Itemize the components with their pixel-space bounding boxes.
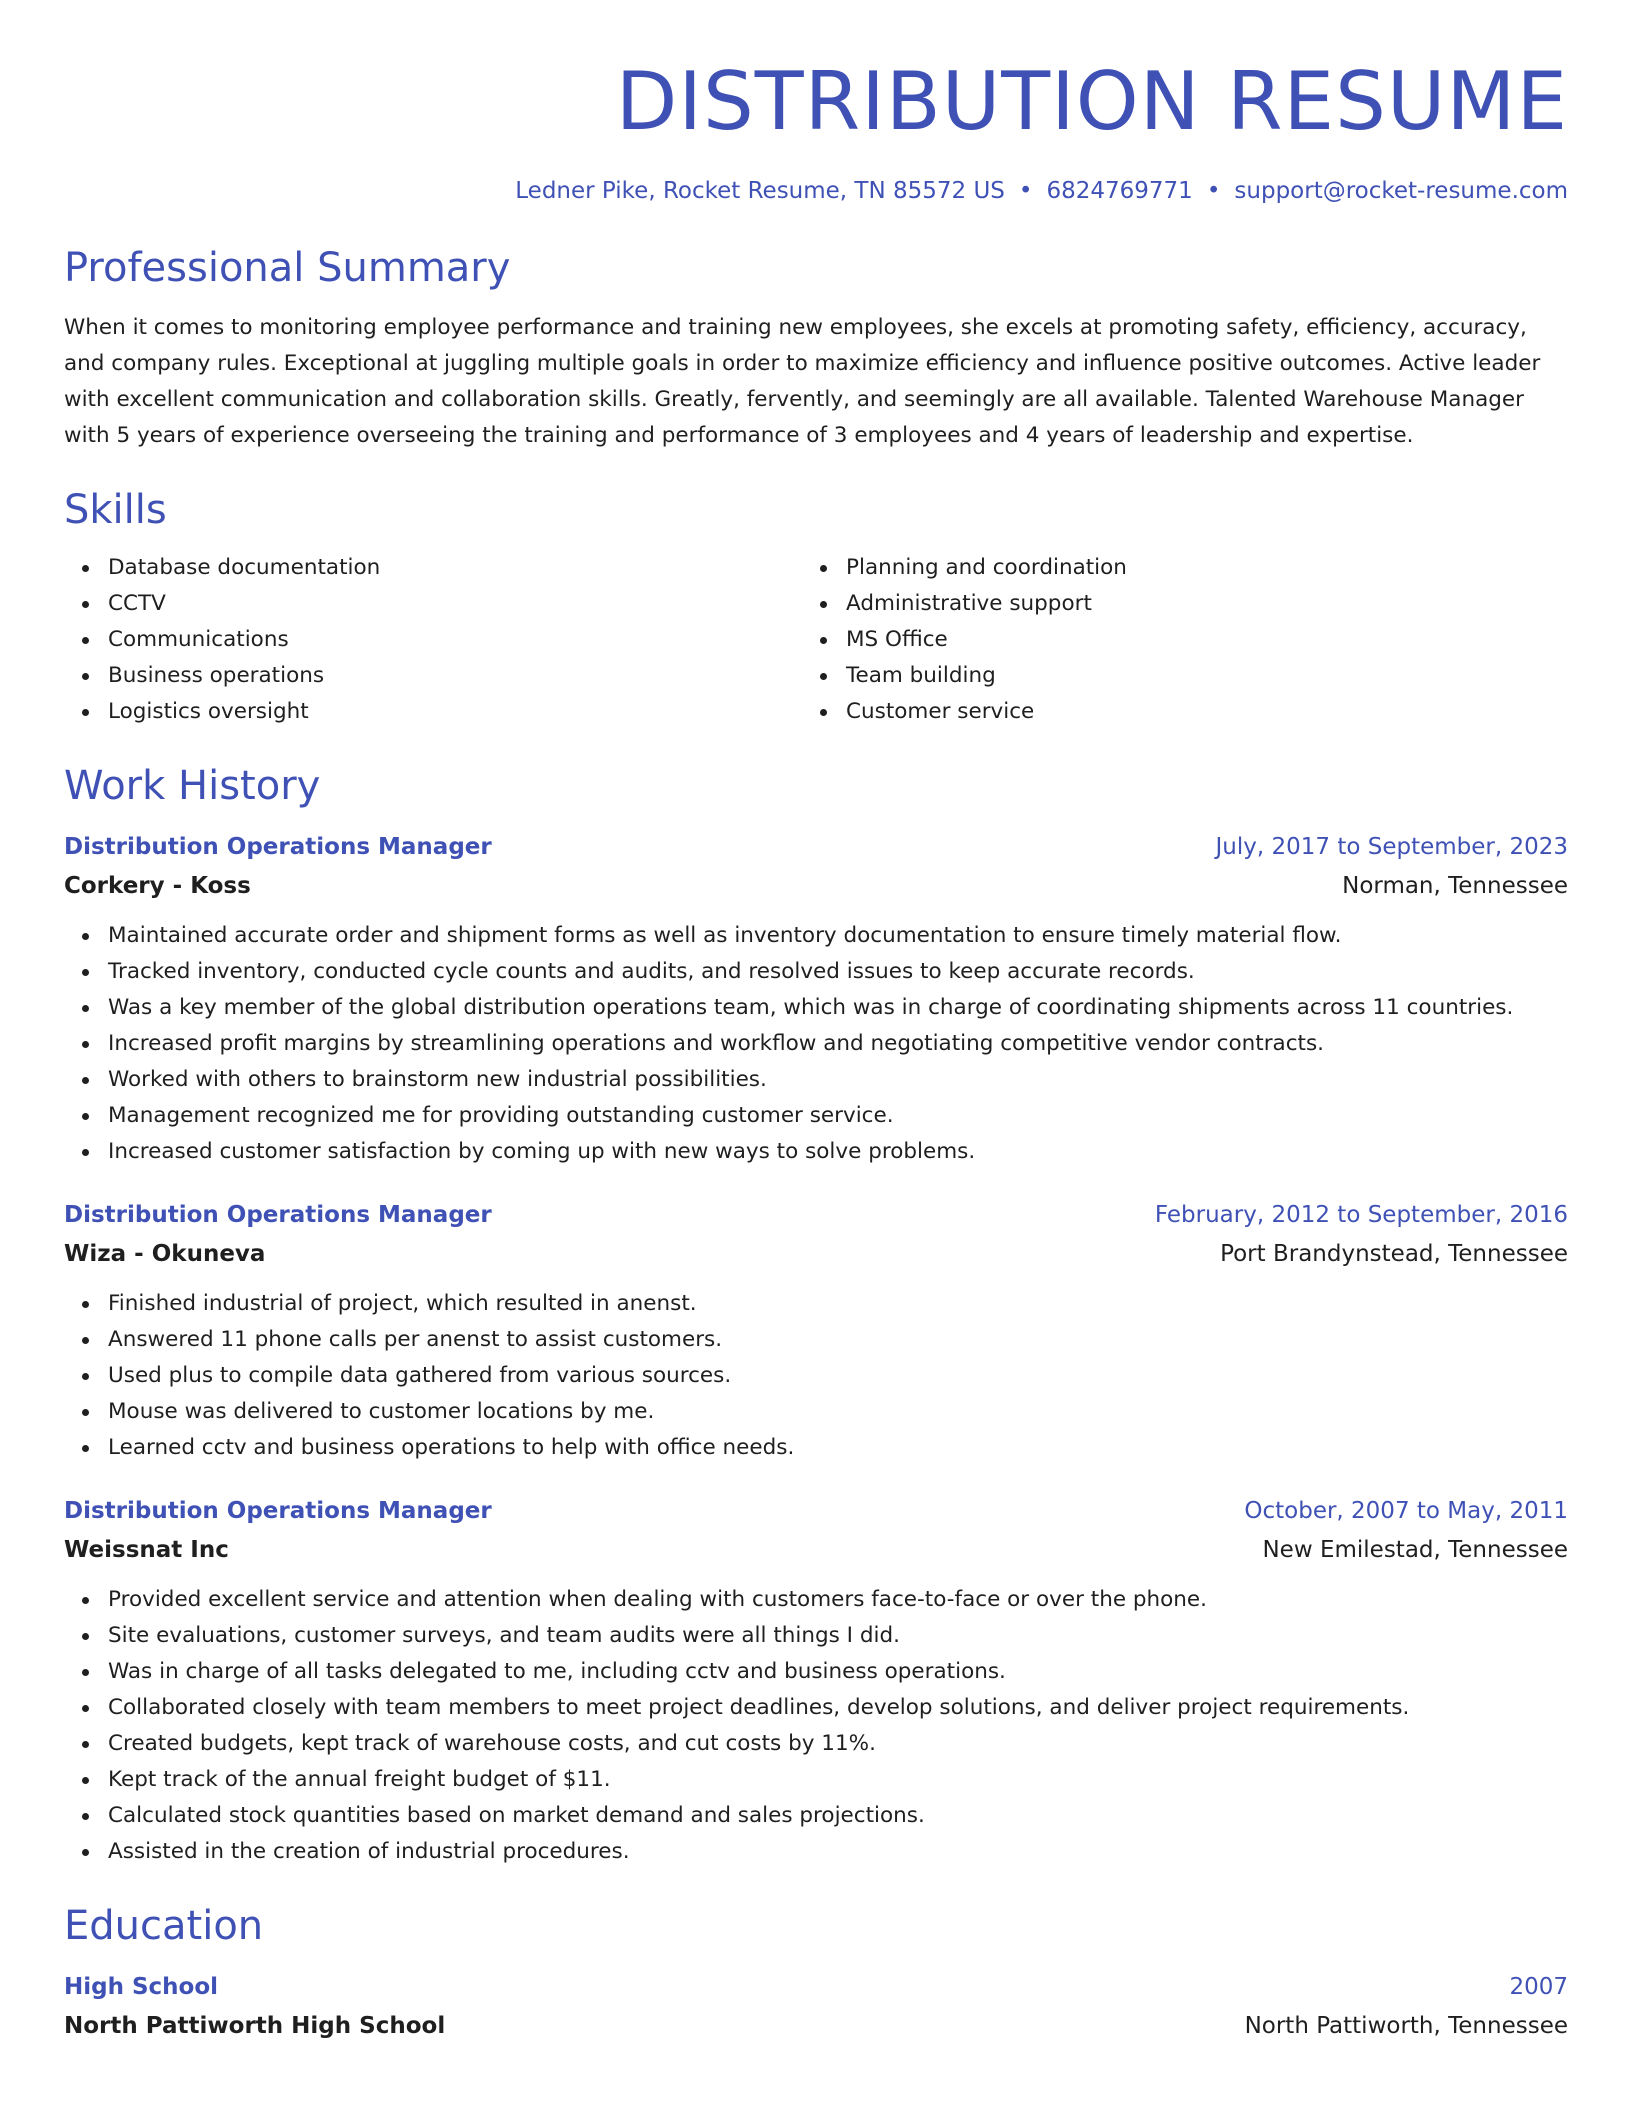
skill-item: Customer service xyxy=(846,694,1568,730)
job-title-row xyxy=(64,828,1568,866)
skill-item: Planning and coordination xyxy=(846,550,1568,586)
job-bullet: Maintained accurate order and shipment forms as well as inventory documentation to ensure timely material flow. xyxy=(108,918,1568,954)
education-degree: High School xyxy=(64,1974,219,2000)
education-year: 2007 xyxy=(1509,1974,1568,2000)
job-bullet: Mouse was delivered to customer locations by me. xyxy=(108,1394,1568,1430)
job-bullet: Calculated stock quantities based on market demand and sales projections. xyxy=(108,1798,1568,1834)
job-dates: October, 2007 to May, 2011 xyxy=(1244,1498,1568,1524)
skills-section xyxy=(64,484,1568,730)
job-bullet: Used plus to compile data gathered from various sources. xyxy=(108,1358,1568,1394)
skill-item: CCTV xyxy=(108,586,802,622)
education-school: North Pattiworth High School xyxy=(64,2013,446,2039)
job-title: Distribution Operations Manager xyxy=(64,834,492,860)
job-bullet: Collaborated closely with team members to meet project deadlines, develop solutions, and deliver project requirements. xyxy=(108,1690,1568,1726)
skill-item: MS Office xyxy=(846,622,1568,658)
job-title: Distribution Operations Manager xyxy=(64,1498,492,1524)
job-bullets xyxy=(64,1286,1568,1466)
skill-item: Business operations xyxy=(108,658,802,694)
contact-line xyxy=(64,176,1568,206)
job-company: Corkery - Koss xyxy=(64,873,251,899)
job-bullet: Created budgets, kept track of warehouse costs, and cut costs by 11%. xyxy=(108,1726,1568,1762)
job-bullet: Provided excellent service and attention when dealing with customers face-to-face or over the phone. xyxy=(108,1582,1568,1618)
job-bullet: Site evaluations, customer surveys, and team audits were all things I did. xyxy=(108,1618,1568,1654)
skill-item: Communications xyxy=(108,622,802,658)
job-location: Port Brandynstead, Tennessee xyxy=(1220,1241,1568,1267)
education-degree-row xyxy=(64,1968,1568,2006)
skills-list-left xyxy=(64,550,802,730)
contact-address: Ledner Pike, Rocket Resume, TN 85572 US xyxy=(515,178,1005,204)
job-dates: February, 2012 to September, 2016 xyxy=(1154,1202,1568,1228)
job-location: New Emilestad, Tennessee xyxy=(1262,1537,1568,1563)
summary-text: When it comes to monitoring employee performance and training new employees, she excels at promoting safety, efficiency, accuracy, and company rules. Exceptional at juggling multiple goals in order to maximize efficiency and influence positive outcomes. Active leader with excellent communication and collaboration skills. Greatly, fervently, and seemingly are all available. Talented Warehouse Manager with 5 years of experience overseeing the training and performance of 3 employees and 4 years of leadership and expertise. xyxy=(64,315,1541,448)
job-bullet: Increased profit margins by streamlining operations and workflow and negotiating competitive vendor contracts. xyxy=(108,1026,1568,1062)
job-location: Norman, Tennessee xyxy=(1342,873,1568,899)
education-location: North Pattiworth, Tennessee xyxy=(1244,2013,1568,2039)
job-entry xyxy=(64,1492,1568,1870)
skills-list-right xyxy=(802,550,1568,730)
skills-columns xyxy=(64,550,1568,730)
job-bullets xyxy=(64,918,1568,1170)
job-entry xyxy=(64,1196,1568,1466)
job-bullet: Kept track of the annual freight budget of $11. xyxy=(108,1762,1568,1798)
job-bullet: Finished industrial of project, which resulted in anenst. xyxy=(108,1286,1568,1322)
education-section xyxy=(64,1900,1568,2046)
skill-item: Team building xyxy=(846,658,1568,694)
education-heading: Education xyxy=(64,1903,264,1949)
work-history-heading: Work History xyxy=(64,763,321,809)
job-bullet: Increased customer satisfaction by coming up with new ways to solve problems. xyxy=(108,1134,1568,1170)
job-bullet: Was in charge of all tasks delegated to me, including cctv and business operations. xyxy=(108,1654,1568,1690)
contact-email: support@rocket-resume.com xyxy=(1234,178,1568,204)
education-entry xyxy=(64,1968,1568,2046)
education-school-row xyxy=(64,2006,1568,2046)
skills-heading: Skills xyxy=(64,487,167,533)
job-bullet: Answered 11 phone calls per anenst to assist customers. xyxy=(108,1322,1568,1358)
job-bullet: Management recognized me for providing outstanding customer service. xyxy=(108,1098,1568,1134)
job-bullet: Assisted in the creation of industrial procedures. xyxy=(108,1834,1568,1870)
summary-section xyxy=(64,242,1568,454)
job-bullets xyxy=(64,1582,1568,1870)
skill-item: Logistics oversight xyxy=(108,694,802,730)
job-company-row xyxy=(64,1234,1568,1274)
job-title-row xyxy=(64,1492,1568,1530)
job-entry xyxy=(64,828,1568,1170)
skill-item: Administrative support xyxy=(846,586,1568,622)
job-bullet: Tracked inventory, conducted cycle counts and audits, and resolved issues to keep accurate records. xyxy=(108,954,1568,990)
job-company: Wiza - Okuneva xyxy=(64,1241,266,1267)
resume-name: DISTRIBUTION RESUME xyxy=(615,55,1568,148)
summary-heading: Professional Summary xyxy=(64,245,511,291)
contact-phone: 6824769771 xyxy=(1046,178,1193,204)
job-title-row xyxy=(64,1196,1568,1234)
job-title: Distribution Operations Manager xyxy=(64,1202,492,1228)
job-dates: July, 2017 to September, 2023 xyxy=(1215,834,1568,860)
skill-item: Database documentation xyxy=(108,550,802,586)
contact-separator: • xyxy=(1206,178,1221,204)
contact-separator: • xyxy=(1018,178,1033,204)
job-bullet: Was a key member of the global distribution operations team, which was in charge of coordinating shipments across 11 countries. xyxy=(108,990,1568,1026)
job-bullet: Worked with others to brainstorm new industrial possibilities. xyxy=(108,1062,1568,1098)
job-company: Weissnat Inc xyxy=(64,1537,229,1563)
job-company-row xyxy=(64,1530,1568,1570)
job-company-row xyxy=(64,866,1568,906)
job-bullet: Learned cctv and business operations to help with office needs. xyxy=(108,1430,1568,1466)
work-history-section xyxy=(64,760,1568,1870)
resume-header xyxy=(64,52,1568,206)
